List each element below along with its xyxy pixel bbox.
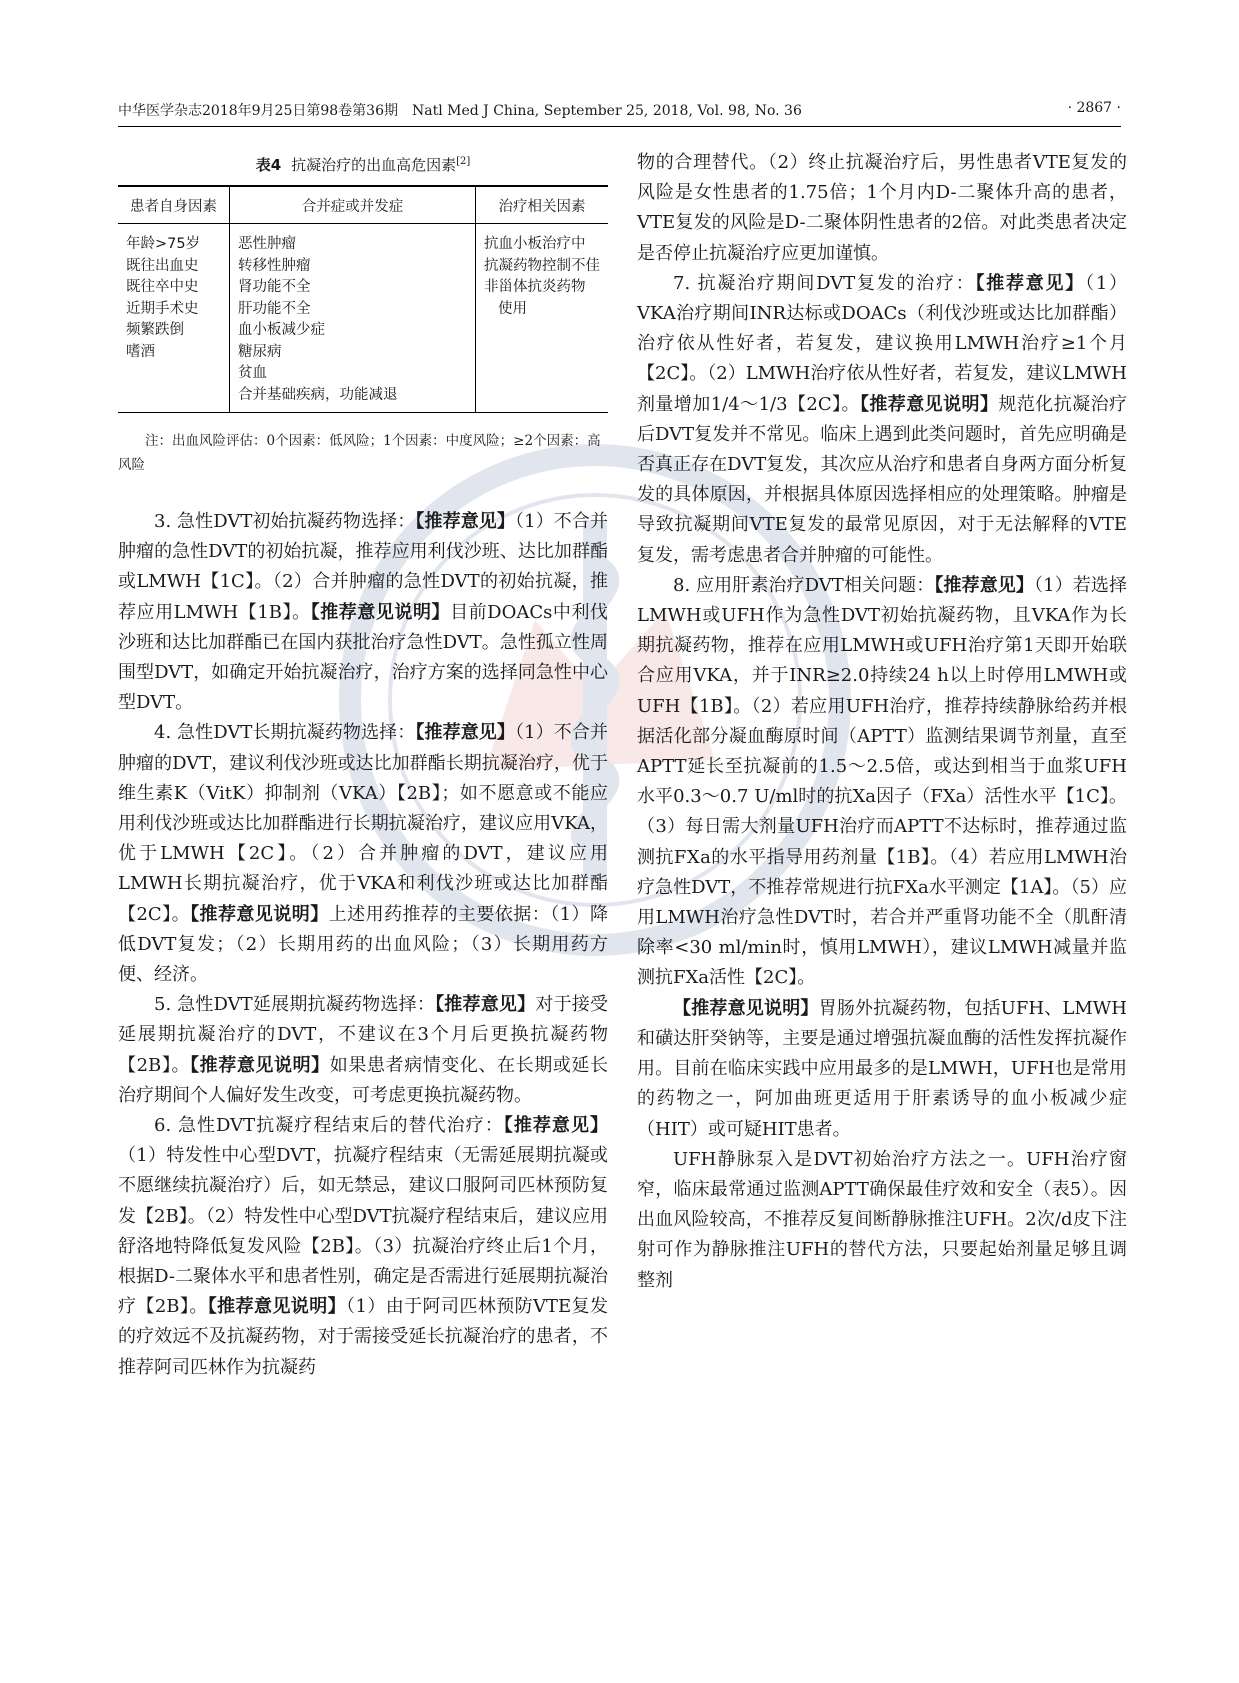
cell-line: 糖尿病 <box>238 343 282 360</box>
explanation-text: 上述用药推荐的主要依据：（1）降低DVT复发；（2）长期用药的出血风险；（3）长期用药方便、经济。 <box>118 903 609 986</box>
right-column <box>637 148 1127 1296</box>
explanation-text: （1）由于阿司匹林预防VTE复发的疗效远不及抗凝药物，对于需接受延长抗凝治疗的患者，不推荐阿司匹林作为抗凝药 <box>118 1296 608 1378</box>
explanation-label: 【推荐意见说明】 <box>190 1054 330 1076</box>
cell-line: 抗血小板治疗中 <box>483 236 586 252</box>
section-heading: 8. 应用肝素治疗DVT相关问题： <box>673 574 935 596</box>
explanation-label: 【推荐意见说明】 <box>859 393 999 415</box>
cell-line: 非甾体抗炎药物 <box>483 279 586 295</box>
cell-line: 合并基础疾病，功能减退 <box>238 386 398 403</box>
section-heading: 5. 急性DVT延展期抗凝药物选择： <box>154 994 436 1016</box>
section-4-paragraph <box>118 718 608 990</box>
table-header-cell: 合并症或并发症 <box>230 186 476 224</box>
cell-line: 抗凝药物控制不佳 <box>483 257 600 274</box>
section-8-explanation <box>637 994 1127 1145</box>
section-8-paragraph <box>637 571 1127 994</box>
recommendation-label: 【推荐意见】 <box>415 722 516 744</box>
cell-line: 近期手术史 <box>126 300 199 317</box>
cell-line: 肾功能不全 <box>238 279 311 295</box>
explanation-label: 【推荐意见说明】 <box>207 1296 347 1318</box>
table-row <box>118 224 608 413</box>
recommendation-label: 【推荐意见】 <box>975 272 1086 294</box>
cell-line: 肝功能不全 <box>238 300 311 317</box>
running-header <box>118 100 1121 122</box>
recommendation-text: （1）不合并肿瘤的急性DVT的初始抗凝，推荐应用利伐沙班、达比加群酯或LMWH【1C】。（2）合并肿瘤的急性DVT的初始抗凝，推荐应用LMWH【1B】。 <box>118 511 609 623</box>
section-heading: 3. 急性DVT初始抗凝药物选择： <box>154 511 416 532</box>
section-7-paragraph <box>637 269 1127 571</box>
table-header-cell: 患者自身因素 <box>118 186 230 224</box>
left-column <box>118 148 608 1383</box>
explanation-label: 【推荐意见说明】 <box>310 601 451 623</box>
recommendation-text: （1）若选择LMWH或UFH作为急性DVT初始抗凝药物，且VKA作为长期抗凝药物，推荐在应用LMWH或UFH治疗第1天即开始联合应用VKA，并于INR≥2.0持续24 h以上时停用LMWH或UFH【1B】。（2）若应用UFH治疗，推荐持续静脉给药并根据活化部分凝血酶原时间（APTT）监测结果调节剂量，直至APTT延长至抗凝前的1.5～2.5倍，或达到相当于血浆UFH水平0.3～0.7 U/ml时的抗Ⅹa因子（FⅩa）活性水平【1C】。（3）每日需大剂量UFH治疗而APTT不达标时，推荐通过监测抗FⅩa的水平指导用药剂量【1B】。（4）若应用LMWH治疗急性DVT，不推荐常规进行抗FⅩa水平测定【1A】。（5）应用LMWH治疗急性DVT时，若合并严重肾功能不全（肌酐清除率<30 ml/min时，慎用LMWH），建议LMWH减量并监测抗FⅩa活性【2C】。 <box>637 574 1128 989</box>
table-cell-comorbidities <box>230 224 476 413</box>
explanation-text: 规范化抗凝治疗后DVT复发并不常见。临床上遇到此类问题时，首先应明确是否真正存在DVT复发，其次应从治疗和患者自身两方面分析复发的具体原因，并根据具体原因选择相应的处理策略。肿瘤是导致抗凝期间VTE复发的最常见原因，对于无法解释的VTE复发，需考虑患者合并肿瘤的可能性。 <box>637 393 1128 566</box>
section-heading: 4. 急性DVT长期抗凝药物选择： <box>154 722 416 744</box>
table-header-row <box>118 186 608 224</box>
table-caption <box>118 154 608 175</box>
journal-citation: 中华医学杂志2018年9月25日第98卷第36期 Natl Med J China, September 25, 2018, Vol. 98, No. 36 <box>118 103 802 119</box>
explanation-text: 目前DOACs中利伐沙班和达比加群酯已在国内获批治疗急性DVT。急性孤立性周围型DVT，如确定开始抗凝治疗，治疗方案的选择同急性中心型DVT。 <box>118 601 609 714</box>
cell-line: 既往卒中史 <box>126 279 199 295</box>
cell-line: 使用 <box>497 300 527 317</box>
section-6-paragraph <box>118 1111 608 1383</box>
cell-line: 嗜酒 <box>126 343 155 360</box>
recommendation-text: （1）VKA治疗期间INR达标或DOACs（利伐沙班或达比加群酯）治疗依从性好者，若复发，建议换用LMWH治疗≥1个月【2C】。（2）LMWH治疗依从性好者，若复发，建议LMWH剂量增加1/4～1/3【2C】。 <box>637 272 1128 415</box>
explanation-text: 胃肠外抗凝药物，包括UFH、LMWH和磺达肝癸钠等，主要是通过增强抗凝血酶的活性发挥抗凝作用。目前在临床实践中应用最多的是LMWH，UFH也是常用的药物之一，阿加曲班更适用于肝素诱导的血小板减少症（HIT）或可疑HIT患者。 <box>637 997 1127 1140</box>
recommendation-text: （1）特发性中心型DVT，抗凝疗程结束（无需延展期抗凝或不愿继续抗凝治疗）后，如无禁忌，建议口服阿司匹林预防复发【2B】。（2）特发性中心型DVT抗凝疗程结束后，建议应用舒洛地特降低复发风险【2B】。（3）抗凝治疗终止后1个月，根据D-二聚体水平和患者性别，确定是否需进行延展期抗凝治疗【2B】。 <box>118 1145 608 1318</box>
section-3-paragraph <box>118 507 608 718</box>
bleeding-risk-table <box>118 185 608 413</box>
table-cell-patient-factors <box>118 224 230 413</box>
cell-line: 转移性肿瘤 <box>238 257 311 274</box>
header-rule <box>118 126 1121 127</box>
table-header-cell: 治疗相关因素 <box>475 186 608 224</box>
cell-line: 血小板减少症 <box>238 322 325 338</box>
explanation-label: 【推荐意见说明】 <box>190 903 329 925</box>
section-5-paragraph <box>118 990 608 1111</box>
section-heading: 7. 抗凝治疗期间DVT复发的治疗： <box>673 272 976 294</box>
cell-line: 频繁跌倒 <box>126 322 184 338</box>
ufh-paragraph: UFH静脉泵入是DVT初始治疗方法之一。UFH治疗窗窄，临床最常通过监测APTT确保最佳疗效和安全（表5）。因出血风险较高，不推荐反复间断静脉推注UFH。2次/d皮下注射可作为静脉推注UFH的替代方法，只要起始剂量足够且调整剂 <box>637 1148 1127 1291</box>
cell-line: 既往出血史 <box>126 257 199 274</box>
table-title: 抗凝治疗的出血高危因素 <box>291 156 457 174</box>
cell-line: 贫血 <box>238 365 267 381</box>
section-6-continued: 物的合理替代。（2）终止抗凝治疗后，男性患者VTE复发的风险是女性患者的1.75倍；1个月内D-二聚体升高的患者，VTE复发的风险是D-二聚体阴性患者的2倍。对此类患者决定是否停止抗凝治疗应更加谨慎。 <box>637 152 1127 264</box>
recommendation-label: 【推荐意见】 <box>435 994 536 1016</box>
page-number: · 2867 · <box>1067 100 1121 116</box>
table-label: 表4 <box>255 156 282 174</box>
recommendation-text: 对于接受延展期抗凝治疗的DVT，不建议在3个月后更换抗凝药物【2B】。 <box>118 994 609 1076</box>
recommendation-text: （1）不合并肿瘤的DVT，建议利伐沙班或达比加群酯长期抗凝治疗，优于维生素K（VitK）抑制剂（VKA）【2B】；如不愿意或不能应用利伐沙班或达比加群酯进行长期抗凝治疗，建议应用VKA，优于LMWH【2C】。（2）合并肿瘤的DVT，建议应用LMWH长期抗凝治疗，优于VKA和利伐沙班或达比加群酯【2C】。 <box>118 722 609 925</box>
section-heading: 6. 急性DVT抗凝疗程结束后的替代治疗： <box>154 1115 504 1137</box>
explanation-text: 如果患者病情变化、在长期或延长治疗期间个人偏好发生改变，可考虑更换抗凝药物。 <box>118 1054 609 1106</box>
recommendation-label: 【推荐意见】 <box>503 1115 609 1137</box>
explanation-label: 【推荐意见说明】 <box>673 997 819 1019</box>
recommendation-label: 【推荐意见】 <box>415 511 516 532</box>
recommendation-label: 【推荐意见】 <box>934 574 1035 596</box>
cell-line: 恶性肿瘤 <box>238 236 296 252</box>
cell-line: 年龄>75岁 <box>126 236 201 252</box>
table-ref: [2] <box>456 156 471 167</box>
table-footnote: 注：出血风险评估：0个因素：低风险；1个因素：中度风险；≥2个因素：高风险 <box>118 433 601 473</box>
table-cell-treatment-factors <box>475 224 608 413</box>
